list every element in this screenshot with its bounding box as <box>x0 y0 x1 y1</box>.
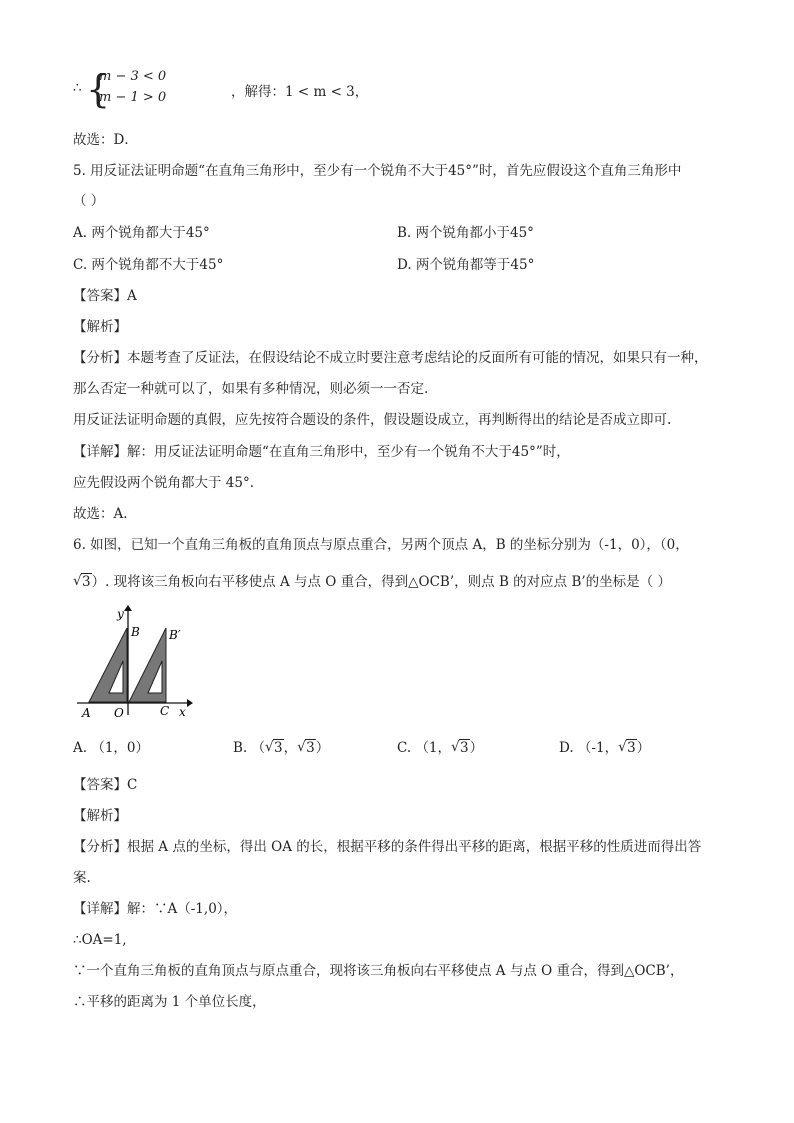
x-axis-arrow <box>187 699 193 707</box>
q5-detail-line2: 应先假设两个锐角都大于 45°. <box>73 475 255 491</box>
q5-answer: 【答案】A <box>73 288 137 304</box>
sqrt-3: √ 3 <box>73 573 91 590</box>
q5-option-c: C. 两个锐角都不大于45° <box>73 257 224 273</box>
label-c: C <box>160 704 170 718</box>
q6-answer: 【答案】C <box>73 777 138 793</box>
triangle-figure <box>75 605 195 723</box>
q6-stem-line1: 6. 如图，已知一个直角三角板的直角顶点与原点重合，另两个顶点 A，B 的坐标分别为（-1，0），（0， <box>73 537 689 553</box>
q6-option-d: D. （-1， √ 3） <box>559 739 651 756</box>
inequality-2: m − 1 > 0 <box>99 90 167 105</box>
inequality-1: m − 3 < 0 <box>99 69 167 84</box>
label-b: B <box>131 625 140 639</box>
q5-option-d: D. 两个锐角都等于45° <box>397 257 535 273</box>
q6-detail-line2: ∴OA=1, <box>73 932 127 948</box>
q6-stem-line2 <box>73 573 671 591</box>
triangle-ocb-prime <box>129 628 166 702</box>
inequality-solution: ，解得：1 < m < 3， <box>231 84 369 100</box>
q6-analysis-line1: 【分析】根据 A 点的坐标，得出 OA 的长，根据平移的条件得出平移的距离，根据平移的性质进而得出答 <box>73 839 702 855</box>
q6-detail-line4: ∴平移的距离为 1 个单位长度， <box>73 994 266 1010</box>
q6-analysis-line2: 案. <box>73 870 91 886</box>
q6-detail-line1: 【详解】解：∵A（-1,0）， <box>73 901 238 917</box>
label-b-prime: B′ <box>169 628 181 642</box>
q5-analysis-title: 【解析】 <box>73 319 127 335</box>
q5-analysis-line3: 用反证法证明命题的真假，应先按符合题设的条件，假设题设成立，再判断得出的结论是否成立即可. <box>73 412 672 428</box>
brace: { <box>86 67 111 111</box>
q6-analysis-title: 【解析】 <box>73 808 127 824</box>
y-axis-arrow <box>124 605 132 611</box>
choose-d-line: 故选：D． <box>73 132 138 148</box>
q6-detail-line3: ∵一个直角三角板的直角顶点与原点重合，现将该三角板向右平移使点 A 与点 O 重合，得到△OCB’， <box>73 963 684 979</box>
q5-analysis-line2: 那么否定一种就可以了，如果有多种情况，则必须一一否定. <box>73 381 429 397</box>
q5-stem-line1: 5. 用反证法证明命题“在直角三角形中，至少有一个锐角不大于45°”时，首先应假设这个直角三角形中 <box>73 163 682 179</box>
q5-option-a: A. 两个锐角都大于45° <box>73 225 210 241</box>
label-x: x <box>179 705 186 719</box>
q5-option-b: B. 两个锐角都小于45° <box>397 225 534 241</box>
q5-analysis-line1: 【分析】本题考查了反证法，在假设结论不成立时要注意考虑结论的反面所有可能的情况，如果只有一种， <box>73 350 708 366</box>
inequality-system <box>73 68 373 110</box>
triangle-aob <box>89 628 127 702</box>
label-y: y <box>117 607 124 621</box>
q5-stem-line2: （ ） <box>73 193 105 209</box>
label-a: A <box>82 706 91 720</box>
therefore-symbol: ∴ <box>73 80 82 96</box>
q6-option-a: A. （1，0） <box>73 740 150 756</box>
q6-stem-line2-text: ）. 现将该三角板向右平移使点 A 与点 O 重合，得到△OCB’，则点 B 的对应点 B’的坐标是（ ） <box>91 574 671 590</box>
q5-choose: 故选：A. <box>73 506 128 522</box>
q6-option-b: B. （ √ 3， √ 3） <box>233 739 330 756</box>
label-o: O <box>114 706 124 720</box>
q6-option-c: C. （1， √ 3） <box>397 739 484 756</box>
q5-detail-line1: 【详解】解：用反证法证明命题“在直角三角形中，至少有一个锐角不大于45°”时， <box>73 444 570 460</box>
